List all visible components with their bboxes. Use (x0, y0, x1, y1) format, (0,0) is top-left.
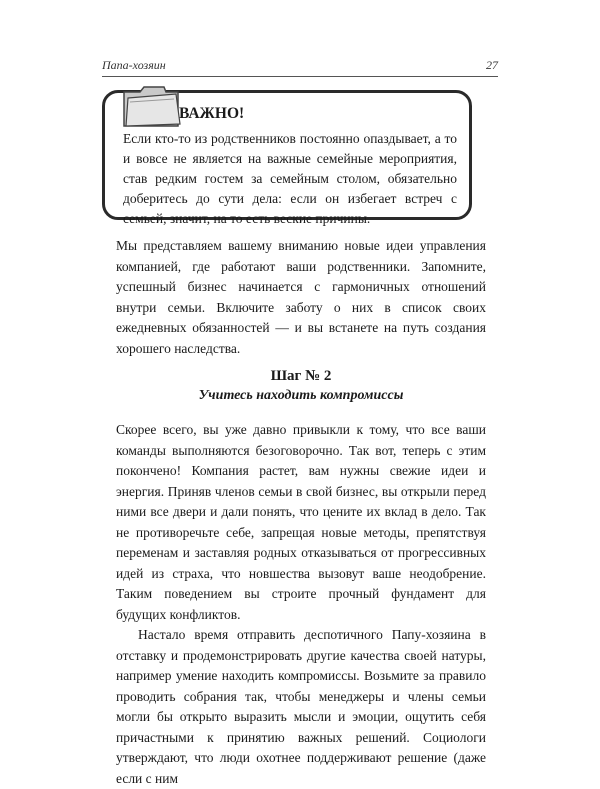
callout-body: Если кто-то из родственников постоянно опаздывает, а то и вовсе не является на важные семейные мероприятия, став редким гостем за семейным столом, обязательно доберитесь до сути дела: если он избегает встреч с семьей, значит, на то есть веские причины. (123, 131, 457, 226)
paragraph-2: Настало время отправить деспотичного Папу-хозяина в отставку и продемонстрировать другие качества своей натуры, например умение находить компромиссы. Возьмите за правило проводить собрания так, чтобы менеджеры и члены семьи могли бы открыто выразить мысли и эмоции, ощутить себя причастными к принятию важных решений. Социологи утверждают, что люди охотнее поддерживают решение (даже если с ним (116, 627, 486, 786)
running-head (102, 58, 498, 73)
callout-title: ВАЖНО! (179, 105, 245, 122)
paragraph-1: Скорее всего, вы уже давно привыкли к тому, что все ваши команды выполняются безоговорочно. Так вот, теперь с этим покончено! Компания растет, вам нужны свежие идеи и энергия. Приняв членов семьи в свой бизнес, вы открыли перед ними все двери и дали понять, что цените их вклад в дело. Так не противоречьте себе, запрещая новые методы, препятствуя переменам и заставляя родных отказываться от прогрессивных идей из страха, что новшества вызовут ваше неодобрение. Таким поведением вы строите прочный фундамент для будущих конфликтов. (116, 422, 486, 622)
folder-icon (120, 82, 182, 130)
intro-paragraph-block (116, 236, 486, 359)
step-subtitle: Учитесь находить компромиссы (198, 388, 404, 403)
intro-paragraph: Мы представляем вашему вниманию новые идеи управления компанией, где работают ваши родственники. Запомните, успешный бизнес начинается с гармоничных отношений внутри семьи. Включите заботу о них в список своих ежедневных обязанностей — и вы встанете на путь создания хорошего наследства. (116, 238, 486, 356)
page-number: 27 (486, 58, 498, 72)
step-heading (116, 366, 486, 406)
running-title: Папа-хозяин (102, 58, 166, 72)
step-title: Шаг № 2 (270, 368, 332, 384)
header-rule (102, 76, 498, 77)
body-text (116, 420, 486, 789)
